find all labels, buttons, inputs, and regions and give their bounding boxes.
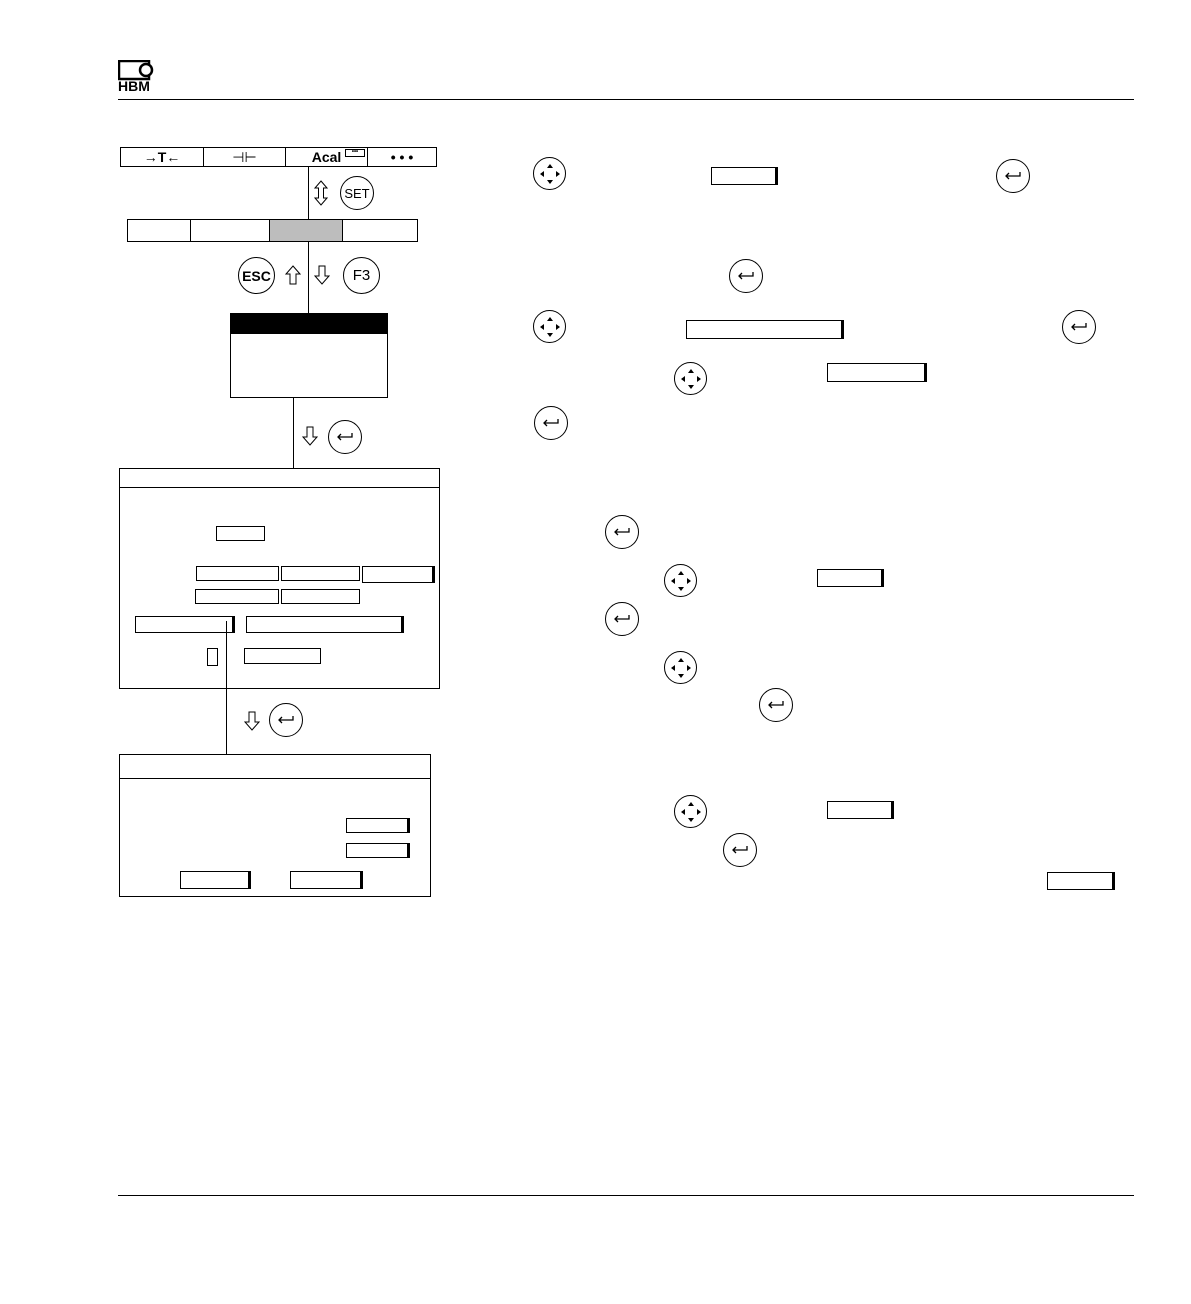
enter-key-icon [1004, 171, 1022, 181]
logo-text: HBM [118, 78, 150, 94]
down-arrow-icon [314, 265, 330, 285]
sub-dialog [119, 754, 431, 897]
navigation-pad-icon [670, 657, 692, 679]
navigation-pad-icon [539, 163, 561, 185]
dialog-option-2[interactable] [281, 566, 360, 581]
dialog-title-separator [120, 487, 439, 488]
enter-key-icon [737, 271, 755, 281]
enter-key[interactable] [269, 703, 303, 737]
submenu-cell-3-selected[interactable] [270, 220, 343, 241]
nav-pad-key[interactable] [664, 651, 697, 684]
dialog-field-1[interactable] [216, 526, 265, 541]
menu-item-more[interactable] [368, 148, 436, 166]
enter-key-icon [613, 614, 631, 624]
settings-dialog [119, 468, 440, 689]
dropdown-menu [230, 313, 388, 398]
menu-item-more-label: • • • [390, 149, 414, 165]
dialog-field-2[interactable] [244, 648, 321, 664]
navigation-pad-icon [539, 316, 561, 338]
down-arrow-icon [302, 426, 318, 446]
menu-bar [120, 147, 437, 167]
enter-key[interactable] [534, 406, 568, 440]
submenu-cell-1[interactable] [128, 220, 191, 241]
up-arrow-icon [285, 265, 301, 285]
instruction-field [1047, 872, 1115, 890]
esc-key-label: ESC [242, 267, 271, 284]
nav-pad-key[interactable] [664, 564, 697, 597]
set-key[interactable] [340, 176, 374, 210]
enter-key-icon [1070, 322, 1088, 332]
nav-pad-key[interactable] [533, 310, 566, 343]
enter-key[interactable] [1062, 310, 1096, 344]
instruction-field [817, 569, 884, 587]
submenu-cell-2[interactable] [191, 220, 270, 241]
instruction-field [711, 167, 778, 185]
hbm-logo [118, 60, 156, 94]
navigation-pad-icon [670, 570, 692, 592]
connector [308, 242, 309, 314]
dialog-option-3[interactable] [362, 566, 435, 583]
sub-dialog-button-2[interactable] [290, 871, 363, 889]
dialog-option-4[interactable] [195, 589, 279, 604]
enter-key-icon [767, 700, 785, 710]
connector [293, 398, 294, 468]
down-arrow-icon [244, 711, 260, 731]
navigation-pad-icon [680, 368, 702, 390]
navigation-pad-icon [680, 801, 702, 823]
menu-item-acal[interactable] [286, 148, 368, 166]
dialog-title-separator [120, 778, 430, 779]
submenu-cell-4[interactable] [343, 220, 417, 241]
sub-dialog-button-1[interactable] [180, 871, 251, 889]
menu-item-zero[interactable] [204, 148, 286, 166]
f3-key-label: F3 [352, 267, 371, 284]
enter-key[interactable] [723, 833, 757, 867]
menu-item-zero-label: ⊣⊢ [232, 148, 257, 165]
connector [226, 621, 227, 755]
set-key-label: SET [344, 185, 370, 201]
submenu-bar [127, 219, 418, 242]
enter-key-icon [613, 527, 631, 537]
f3-key[interactable] [343, 257, 380, 294]
menu-item-acal-label: Acal [311, 149, 342, 165]
dialog-checkbox[interactable] [207, 648, 218, 666]
instruction-field [827, 801, 894, 819]
connector [308, 167, 309, 219]
enter-key-icon [542, 418, 560, 428]
dialog-option-1[interactable] [196, 566, 279, 581]
dialog-select-1[interactable] [135, 616, 235, 633]
enter-key-icon [277, 715, 295, 725]
dialog-option-5[interactable] [281, 589, 360, 604]
enter-key-icon [731, 845, 749, 855]
dropdown-header[interactable] [231, 314, 387, 334]
instruction-field [686, 320, 844, 339]
enter-key-icon [336, 432, 354, 442]
nav-pad-key[interactable] [674, 362, 707, 395]
acal-indicator-icon: ••• [345, 149, 365, 157]
enter-key[interactable] [605, 602, 639, 636]
nav-pad-key[interactable] [674, 795, 707, 828]
enter-key[interactable] [729, 259, 763, 293]
enter-key[interactable] [996, 159, 1030, 193]
esc-key[interactable] [238, 257, 275, 294]
enter-key[interactable] [759, 688, 793, 722]
up-down-arrow-icon [314, 180, 328, 206]
enter-key[interactable] [605, 515, 639, 549]
menu-item-tare-label: →T← [143, 149, 181, 165]
sub-dialog-field-2[interactable] [346, 843, 410, 858]
nav-pad-key[interactable] [533, 157, 566, 190]
instruction-field [827, 363, 927, 382]
sub-dialog-field-1[interactable] [346, 818, 410, 833]
header-rule [118, 99, 1134, 100]
menu-item-tare[interactable] [121, 148, 204, 166]
footer-rule [118, 1195, 1134, 1196]
enter-key[interactable] [328, 420, 362, 454]
dialog-select-2[interactable] [246, 616, 404, 633]
